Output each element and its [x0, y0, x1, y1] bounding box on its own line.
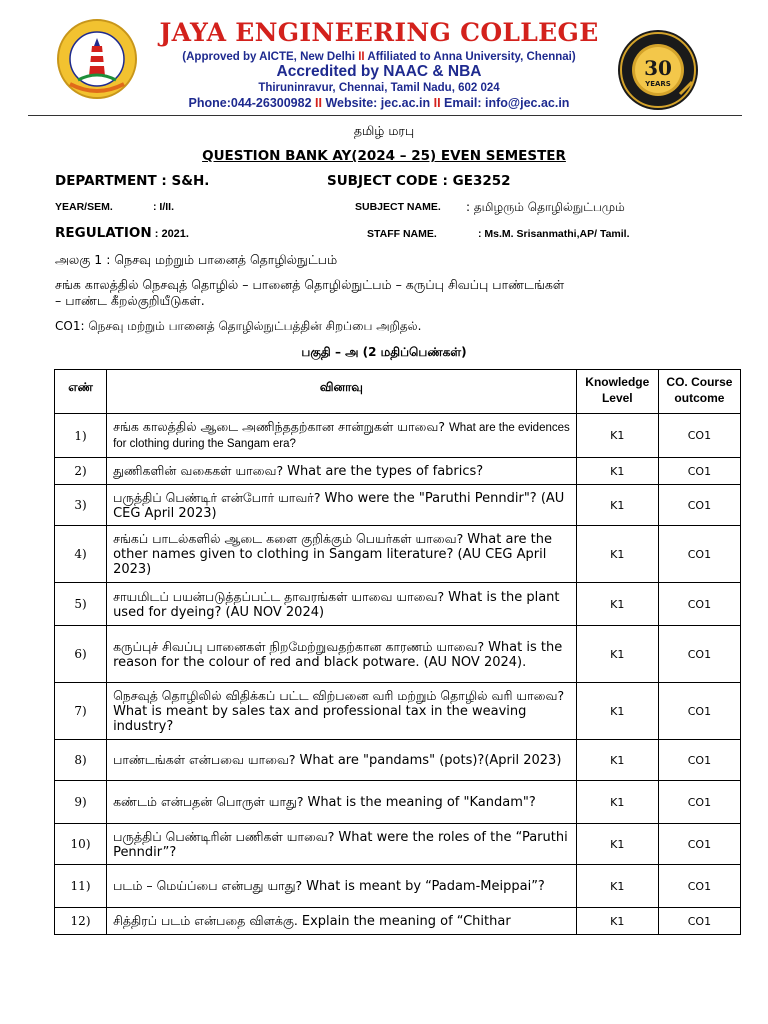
table-row	[55, 583, 741, 626]
course-outcome-cell: CO1	[658, 824, 740, 865]
table-row	[55, 683, 741, 740]
separator: II	[430, 96, 445, 110]
separator: II	[355, 51, 368, 63]
question-cell	[107, 781, 577, 824]
table-row	[55, 414, 741, 458]
question-number: 1)	[55, 414, 107, 458]
approval-aicte: (Approved by AICTE, New Delhi	[182, 51, 356, 63]
question-cell	[107, 414, 577, 458]
question-tamil-text: பருத்திப் பெண்டிரின் பணிகள் யாவை?	[113, 828, 339, 844]
30-years-badge-icon	[614, 28, 702, 112]
subject-name-label: SUBJECT NAME.	[355, 201, 441, 213]
table-row	[55, 458, 741, 485]
knowledge-level-cell: K1	[576, 865, 658, 908]
separator: II	[311, 96, 326, 110]
knowledge-level-cell: K1	[576, 485, 658, 526]
question-english-text: What is the reason for the colour of red and black potware. (AU NOV 2024).	[113, 639, 563, 670]
question-english-text: What is meant by “Padam-Meippai”?	[306, 879, 545, 894]
question-tamil-text: துணிகளின் வகைகள் யாவை?	[113, 463, 288, 478]
year-sem-label: YEAR/SEM.	[55, 201, 113, 213]
document-subject-title: தமிழ் மரபு	[353, 123, 415, 138]
table-row	[55, 626, 741, 683]
course-outcome-cell: CO1	[658, 740, 740, 781]
question-tamil-text: சங்க காலத்தில் ஆடை அணிந்ததற்கான சான்றுகள் யாவை?	[113, 419, 449, 434]
course-outcome-line: CO1: நெசவு மற்றும் பானைத் தொழில்நுட்பத்தின் சிறப்பை அறிதல்.	[55, 319, 422, 333]
question-cell	[107, 683, 577, 740]
question-cell	[107, 583, 577, 626]
knowledge-level-cell: K1	[576, 683, 658, 740]
question-english-text: What are "pandams" (pots)?(April 2023)	[299, 753, 562, 768]
question-number: 3)	[55, 485, 107, 526]
subject-name-value: : தமிழரும் தொழில்நுட்பமும்	[466, 200, 625, 214]
question-cell	[107, 740, 577, 781]
course-outcome-cell: CO1	[658, 908, 740, 935]
question-number: 7)	[55, 683, 107, 740]
question-cell	[107, 908, 577, 935]
question-english-text: What are the evidences for clothing during the Sangam era?	[113, 422, 570, 450]
question-tamil-text: சாயமிடப் பயன்படுத்தப்பட்ட தாவரங்கள் யாவை யாவை?	[113, 588, 449, 604]
syllabus-line-2: – பாண்ட கீறல்குறியீடுகள்.	[55, 293, 205, 308]
course-outcome-cell: CO1	[658, 626, 740, 683]
question-number: 12)	[55, 908, 107, 935]
question-number: 11)	[55, 865, 107, 908]
badge-number: 30	[644, 56, 672, 80]
table-row	[55, 824, 741, 865]
course-outcome-cell: CO1	[658, 414, 740, 458]
badge-years: YEARS	[645, 80, 671, 88]
header-course-outcome: CO. Course outcome	[658, 370, 740, 414]
staff-name-label: STAFF NAME.	[367, 228, 437, 240]
question-cell	[107, 865, 577, 908]
question-english-text: Explain the meaning of “Chithar	[301, 914, 511, 929]
regulation-label: REGULATION	[55, 225, 152, 241]
letterhead	[0, 0, 768, 116]
table-header-row	[55, 370, 741, 414]
course-outcome-cell: CO1	[658, 683, 740, 740]
question-number: 2)	[55, 458, 107, 485]
course-outcome-cell: CO1	[658, 526, 740, 583]
question-cell	[107, 526, 577, 583]
knowledge-level-cell: K1	[576, 824, 658, 865]
part-heading: பகுதி – அ (2 மதிப்பெண்கள்)	[301, 345, 467, 359]
header-question: வினாவு	[107, 370, 577, 414]
table-row	[55, 865, 741, 908]
course-outcome-cell: CO1	[658, 865, 740, 908]
knowledge-level-cell: K1	[576, 458, 658, 485]
approval-affiliation: Affiliated to Anna University, Chennai)	[367, 51, 576, 63]
trust-emblem-icon	[56, 18, 138, 100]
question-english-text: What is meant by sales tax and professional tax in the weaving industry?	[113, 704, 527, 734]
question-rows	[55, 414, 741, 935]
question-tamil-text: படம் – மெய்ப்பை என்பது யாது?	[113, 878, 307, 893]
question-tamil-text: கருப்புச் சிவப்பு பானைகள் நிறமேற்றுவதற்கான காரணம் யாவை?	[113, 638, 489, 654]
question-cell	[107, 824, 577, 865]
knowledge-level-cell: K1	[576, 626, 658, 683]
question-tamil-text: பருத்திப் பெண்டிர் என்போர் யாவர்?	[113, 489, 325, 505]
question-cell	[107, 626, 577, 683]
table-row	[55, 485, 741, 526]
regulation-value: : 2021.	[151, 228, 189, 240]
question-english-text: Who were the "Paruthi Penndir"? (AU CEG April 2023)	[113, 490, 565, 521]
question-number: 6)	[55, 626, 107, 683]
table-row	[55, 908, 741, 935]
email-link[interactable]: Email: info@jec.ac.in	[444, 96, 570, 110]
question-english-text: What is the meaning of "Kandam"?	[307, 795, 536, 810]
question-number: 4)	[55, 526, 107, 583]
header-divider	[28, 115, 742, 116]
question-tamil-text: பாண்டங்கள் என்பவை யாவை?	[113, 752, 300, 767]
question-number: 8)	[55, 740, 107, 781]
year-sem-value: : I/II.	[153, 201, 174, 213]
knowledge-level-cell: K1	[576, 414, 658, 458]
accreditation: Accredited by NAAC & NBA	[276, 63, 482, 80]
header-knowledge-level: Knowledge Level	[576, 370, 658, 414]
table-row	[55, 526, 741, 583]
question-number: 9)	[55, 781, 107, 824]
regulation-line	[55, 225, 189, 241]
college-address: Thiruninravur, Chennai, Tamil Nadu, 602 024	[258, 82, 500, 94]
question-cell	[107, 458, 577, 485]
knowledge-level-cell: K1	[576, 908, 658, 935]
question-english-text: What is the plant used for dyeing? (AU NOV 2024)	[113, 589, 560, 620]
question-cell	[107, 485, 577, 526]
question-tamil-text: சங்கப் பாடல்களில் ஆடை களை குறிக்கும் பெயர்கள் யாவை?	[113, 531, 468, 546]
question-table	[54, 369, 741, 935]
table-row	[55, 781, 741, 824]
question-tamil-text: நெசவுத் தொழிலில் விதிக்கப் பட்ட விற்பனை வரி மற்றும் தொழில் வரி யாவை?	[113, 688, 565, 703]
website-link[interactable]: Website: jec.ac.in	[325, 96, 431, 110]
course-outcome-cell: CO1	[658, 485, 740, 526]
department-label: DEPARTMENT : S&H.	[55, 173, 210, 189]
contact-line	[140, 96, 618, 110]
phone-number: Phone:044-26300982	[188, 96, 312, 110]
approval-line	[140, 51, 618, 63]
header-number: எண்	[55, 370, 107, 414]
college-name: JAYA ENGINEERING COLLEGE	[159, 18, 599, 47]
knowledge-level-cell: K1	[576, 740, 658, 781]
question-english-text: What are the other names given to clothing in Sangam literature? (AU CEG April 2023)	[113, 532, 552, 577]
staff-name-value: : Ms.M. Srisanmathi,AP/ Tamil.	[478, 228, 630, 240]
course-outcome-cell: CO1	[658, 781, 740, 824]
knowledge-level-cell: K1	[576, 781, 658, 824]
course-outcome-cell: CO1	[658, 458, 740, 485]
knowledge-level-cell: K1	[576, 526, 658, 583]
unit-heading: அலகு 1 : நெசவு மற்றும் பானைத் தொழில்நுட்பம்	[55, 252, 338, 267]
question-tamil-text: சித்திரப் படம் என்பதை விளக்கு.	[113, 913, 302, 928]
knowledge-level-cell: K1	[576, 583, 658, 626]
question-bank-title: QUESTION BANK AY(2024 – 25) EVEN SEMESTER	[202, 148, 566, 164]
question-english-text: What are the types of fabrics?	[287, 464, 484, 479]
question-tamil-text: கண்டம் என்பதன் பொருள் யாது?	[113, 794, 308, 809]
table-row	[55, 740, 741, 781]
question-number: 10)	[55, 824, 107, 865]
question-number: 5)	[55, 583, 107, 626]
subject-code-label: SUBJECT CODE : GE3252	[327, 173, 511, 189]
syllabus-line-1: சங்க காலத்தில் நெசவுத் தொழில் – பானைத் தொழில்நுட்பம் – கருப்பு சிவப்பு பாண்டங்கள்	[55, 277, 565, 292]
course-outcome-cell: CO1	[658, 583, 740, 626]
question-english-text: What were the roles of the “Paruthi Penndir”?	[113, 829, 568, 860]
